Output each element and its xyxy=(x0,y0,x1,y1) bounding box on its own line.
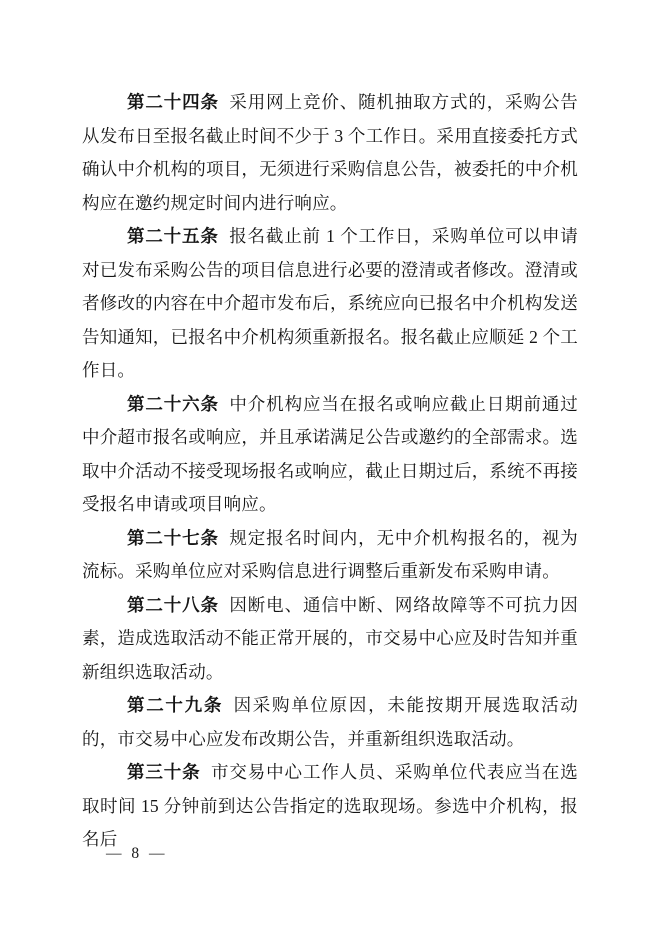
article-28 xyxy=(82,589,578,690)
article-30-number: 第三十条 xyxy=(127,762,201,782)
article-28-number: 第二十八条 xyxy=(127,594,219,615)
article-25-text: 报名截止前 1 个工作日，采购单位可以申请对已发布采购公告的项目信息进行必要的澄清或者修改。澄清或者修改的内容在中介超市发布后，系统应向已报名中介机构发送告知通知，已报名中介机构须重新报名。报名截止应顺延 2 个工作日。 xyxy=(82,226,578,380)
article-29-text: 因采购单位原因，未能按期开展选取活动的，市交易中心应发布改期公告，并重新组织选取活动。 xyxy=(82,695,578,749)
article-27-number: 第二十七条 xyxy=(127,527,219,548)
article-30-text: 市交易中心工作人员、采购单位代表应当在选取时间 15 分钟前到达公告指定的选取现场。参选中介机构，报名后 xyxy=(82,762,578,849)
article-28-text: 因断电、通信中断、网络故障等不可抗力因素，造成选取活动不能正常开展的，市交易中心应及时告知并重新组织选取活动。 xyxy=(82,594,578,682)
article-24-text: 采用网上竞价、随机抽取方式的，采购公告从发布日至报名截止时间不少于 3 个工作日。采用直接委托方式确认中介机构的项目，无须进行采购信息公告，被委托的中介机构应在邀约规定时间内进行响应。 xyxy=(82,92,578,213)
article-29 xyxy=(82,689,578,756)
article-25 xyxy=(82,220,578,388)
article-30 xyxy=(82,756,578,857)
page-number: — 8 — xyxy=(106,845,168,862)
article-26-number: 第二十六条 xyxy=(127,393,219,414)
article-24-number: 第二十四条 xyxy=(127,92,219,112)
document-body xyxy=(82,86,578,857)
article-24 xyxy=(82,86,578,220)
article-26-text: 中介机构应当在报名或响应截止日期前通过中介超市报名或响应，并且承诺满足公告或邀约的全部需求。选取中介活动不接受现场报名或响应，截止日期过后，系统不再接受报名申请或项目响应。 xyxy=(82,393,578,514)
article-27-text: 规定报名时间内，无中介机构报名的，视为流标。采购单位应对采购信息进行调整后重新发布采购申请。 xyxy=(82,527,578,581)
article-25-number: 第二十五条 xyxy=(127,226,219,246)
article-27 xyxy=(82,522,578,589)
article-29-number: 第二十九条 xyxy=(127,695,224,715)
article-26 xyxy=(82,388,578,522)
